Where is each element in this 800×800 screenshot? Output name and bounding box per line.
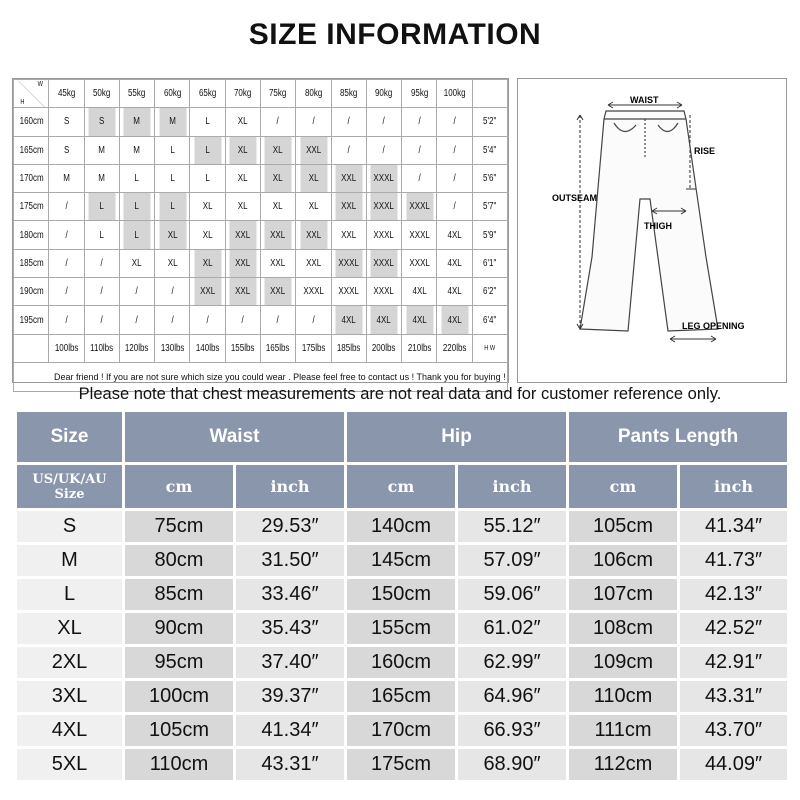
hip-cm-value: 165cm	[347, 681, 455, 712]
waist-inch-value: 35.43″	[236, 613, 344, 644]
size-row	[17, 579, 787, 610]
size-cell: /	[158, 278, 186, 306]
pounds-label: 130lbs	[158, 334, 186, 362]
size-cell: L	[193, 136, 221, 164]
length-inch-header: inch	[680, 465, 787, 508]
size-cell: XL	[229, 136, 257, 164]
size-cell: M	[88, 136, 116, 164]
size-cell: XXL	[229, 221, 257, 249]
hip-inch-value: 61.02″	[458, 613, 566, 644]
pounds-row-blank	[17, 334, 45, 362]
size-cell: 4XL	[405, 306, 433, 334]
size-cell: 4XL	[440, 221, 468, 249]
size-cell: XXL	[229, 278, 257, 306]
height-row	[14, 306, 508, 334]
size-cell: XL	[229, 164, 257, 192]
size-cell: XL	[299, 193, 327, 221]
size-row	[17, 647, 787, 678]
size-cell: XXXL	[405, 221, 433, 249]
size-cell: /	[88, 306, 116, 334]
height-label: 175cm	[17, 193, 45, 221]
weight-header: 45kg	[52, 80, 80, 108]
length-cm-value: 105cm	[569, 511, 677, 542]
waist-inch-value: 43.31″	[236, 749, 344, 780]
size-cell: M	[123, 136, 151, 164]
length-inch-value: 42.13″	[680, 579, 787, 610]
pants-length-header: Pants Length	[569, 412, 787, 462]
size-cell: /	[440, 164, 468, 192]
length-inch-value: 41.73″	[680, 545, 787, 576]
size-cell: 4XL	[440, 306, 468, 334]
length-cm-header: cm	[569, 465, 677, 508]
size-row	[17, 749, 787, 780]
size-value: L	[17, 579, 122, 610]
waist-cm-header: cm	[125, 465, 233, 508]
size-cell: /	[440, 193, 468, 221]
size-cell: XXL	[335, 193, 363, 221]
size-cell: XXXL	[370, 164, 398, 192]
pounds-label: 185lbs	[335, 334, 363, 362]
size-value: 4XL	[17, 715, 122, 746]
size-cell: /	[193, 306, 221, 334]
hip-header: Hip	[347, 412, 566, 462]
size-cell: XXL	[335, 221, 363, 249]
size-cell: XXL	[299, 221, 327, 249]
size-cell: XXXL	[335, 278, 363, 306]
size-cell: /	[440, 136, 468, 164]
size-cell: XL	[158, 221, 186, 249]
waist-inch-value: 39.37″	[236, 681, 344, 712]
size-cell: XL	[264, 193, 292, 221]
height-feet-label: 5'6"	[476, 164, 504, 192]
hip-cm-value: 160cm	[347, 647, 455, 678]
hip-inch-value: 57.09″	[458, 545, 566, 576]
disclaimer-text: Please note that chest measurements are not real data and for customer reference only.	[78, 385, 722, 403]
size-cell: L	[88, 221, 116, 249]
hip-inch-value: 64.96″	[458, 681, 566, 712]
hip-cm-value: 140cm	[347, 511, 455, 542]
length-inch-value: 44.09″	[680, 749, 787, 780]
waist-cm-value: 90cm	[125, 613, 233, 644]
grid-corner	[17, 80, 45, 108]
length-inch-value: 42.52″	[680, 613, 787, 644]
height-row	[14, 108, 508, 136]
length-cm-value: 107cm	[569, 579, 677, 610]
size-cell: XXL	[264, 221, 292, 249]
hip-cm-header: cm	[347, 465, 455, 508]
length-cm-value: 108cm	[569, 613, 677, 644]
hip-cm-value: 155cm	[347, 613, 455, 644]
height-weight-table	[13, 79, 508, 392]
rise-label: RISE	[694, 146, 716, 156]
height-feet-label: 6'1"	[476, 249, 504, 277]
size-cell: XXXL	[370, 221, 398, 249]
size-cell: /	[264, 108, 292, 136]
size-cell: /	[229, 306, 257, 334]
height-row	[14, 278, 508, 306]
height-feet-label: 5'4"	[476, 136, 504, 164]
size-cell: XXL	[299, 249, 327, 277]
size-cell: /	[405, 108, 433, 136]
size-cell: /	[335, 136, 363, 164]
size-cell: XL	[229, 108, 257, 136]
hip-cm-value: 175cm	[347, 749, 455, 780]
hip-cm-value: 170cm	[347, 715, 455, 746]
size-cell: XXL	[193, 278, 221, 306]
weight-header: 80kg	[299, 80, 327, 108]
waist-header: Waist	[125, 412, 344, 462]
size-row	[17, 613, 787, 644]
size-cell: XL	[299, 164, 327, 192]
size-cell: L	[158, 164, 186, 192]
size-row	[17, 545, 787, 576]
size-cell: /	[52, 249, 80, 277]
size-value: 2XL	[17, 647, 122, 678]
size-header: Size	[17, 412, 122, 462]
waist-cm-value: 75cm	[125, 511, 233, 542]
waist-cm-value: 100cm	[125, 681, 233, 712]
size-cell: /	[370, 136, 398, 164]
waist-cm-value: 110cm	[125, 749, 233, 780]
height-row	[14, 221, 508, 249]
size-cell: /	[370, 108, 398, 136]
size-cell: XXXL	[370, 278, 398, 306]
size-cell: L	[123, 193, 151, 221]
size-cell: L	[193, 164, 221, 192]
size-cell: /	[88, 249, 116, 277]
size-cell: L	[193, 108, 221, 136]
height-feet-label: 6'4"	[476, 306, 504, 334]
height-feet-label: 5'9"	[476, 221, 504, 249]
height-row	[14, 136, 508, 164]
height-feet-label: 6'2"	[476, 278, 504, 306]
weight-header: 55kg	[123, 80, 151, 108]
weight-header: 60kg	[158, 80, 186, 108]
outseam-label: OUTSEAM	[552, 193, 597, 203]
size-cell: S	[88, 108, 116, 136]
length-inch-value: 41.34″	[680, 511, 787, 542]
hip-inch-header: inch	[458, 465, 566, 508]
size-cell: 4XL	[440, 278, 468, 306]
height-label: 190cm	[17, 278, 45, 306]
corner-weight-label: W	[37, 81, 43, 88]
length-inch-value: 42.91″	[680, 647, 787, 678]
size-cell: /	[405, 164, 433, 192]
weight-header: 100kg	[440, 80, 468, 108]
pounds-label: 120lbs	[123, 334, 151, 362]
size-cell: M	[158, 108, 186, 136]
grid-note: Dear friend ! If you are not sure which size you could wear . Please feel free to contact us ! Thank you for buying !	[14, 362, 508, 391]
size-row	[17, 681, 787, 712]
height-row	[14, 249, 508, 277]
size-cell: XL	[193, 193, 221, 221]
pants-illustration	[518, 79, 786, 382]
weight-header: 50kg	[88, 80, 116, 108]
size-recommendation-grid	[12, 78, 509, 383]
size-row	[17, 511, 787, 542]
waist-inch-value: 29.53″	[236, 511, 344, 542]
waist-cm-value: 80cm	[125, 545, 233, 576]
size-cell: M	[52, 164, 80, 192]
subheader-row	[17, 465, 787, 508]
waist-inch-value: 41.34″	[236, 715, 344, 746]
waist-inch-value: 33.46″	[236, 579, 344, 610]
pounds-label: 100lbs	[52, 334, 80, 362]
size-cell: XXL	[229, 249, 257, 277]
weight-header: 70kg	[229, 80, 257, 108]
size-cell: 4XL	[370, 306, 398, 334]
length-inch-value: 43.70″	[680, 715, 787, 746]
weight-header: 85kg	[335, 80, 363, 108]
height-feet-label: 5'2"	[476, 108, 504, 136]
size-cell: L	[123, 221, 151, 249]
hip-cm-value: 150cm	[347, 579, 455, 610]
size-cell: M	[123, 108, 151, 136]
size-cell: /	[440, 108, 468, 136]
hip-cm-value: 145cm	[347, 545, 455, 576]
size-cell: L	[88, 193, 116, 221]
size-cell: XL	[193, 221, 221, 249]
pounds-label: 110lbs	[88, 334, 116, 362]
pounds-row	[14, 334, 508, 362]
length-cm-value: 110cm	[569, 681, 677, 712]
pants-measurement-diagram	[517, 78, 787, 383]
size-cell: /	[52, 306, 80, 334]
waist-inch-header: inch	[236, 465, 344, 508]
height-label: 185cm	[17, 249, 45, 277]
weight-header: 95kg	[405, 80, 433, 108]
size-cell: M	[88, 164, 116, 192]
size-cell: /	[335, 108, 363, 136]
size-cell: /	[123, 306, 151, 334]
size-cell: /	[158, 306, 186, 334]
size-cell: 4XL	[440, 249, 468, 277]
hip-inch-value: 68.90″	[458, 749, 566, 780]
size-cell: XXXL	[370, 249, 398, 277]
size-cell: XL	[193, 249, 221, 277]
size-cell: S	[52, 136, 80, 164]
size-cell: /	[52, 221, 80, 249]
height-label: 165cm	[17, 136, 45, 164]
size-cell: /	[299, 108, 327, 136]
size-cell: S	[52, 108, 80, 136]
size-cell: L	[123, 164, 151, 192]
size-value: S	[17, 511, 122, 542]
size-chart-table	[14, 409, 790, 783]
size-cell: /	[264, 306, 292, 334]
size-cell: /	[123, 278, 151, 306]
corner-height-label: H	[19, 99, 24, 107]
pounds-label: 155lbs	[229, 334, 257, 362]
size-cell: /	[52, 278, 80, 306]
pounds-label: 200lbs	[370, 334, 398, 362]
size-cell: XL	[123, 249, 151, 277]
pounds-label: 165lbs	[264, 334, 292, 362]
size-cell: 4XL	[335, 306, 363, 334]
size-cell: XXXL	[405, 249, 433, 277]
length-cm-value: 109cm	[569, 647, 677, 678]
size-cell: L	[158, 136, 186, 164]
hip-inch-value: 66.93″	[458, 715, 566, 746]
waist-cm-value: 85cm	[125, 579, 233, 610]
waist-cm-value: 95cm	[125, 647, 233, 678]
hip-inch-value: 62.99″	[458, 647, 566, 678]
size-cell: XXL	[335, 164, 363, 192]
size-cell: /	[299, 306, 327, 334]
height-label: 180cm	[17, 221, 45, 249]
pounds-label: 210lbs	[405, 334, 433, 362]
pounds-label: 140lbs	[193, 334, 221, 362]
pounds-label: 175lbs	[299, 334, 327, 362]
size-cell: 4XL	[405, 278, 433, 306]
size-value: M	[17, 545, 122, 576]
height-row	[14, 164, 508, 192]
waist-inch-value: 31.50″	[236, 545, 344, 576]
size-cell: XXL	[264, 249, 292, 277]
waist-cm-value: 105cm	[125, 715, 233, 746]
height-feet-label: 5'7"	[476, 193, 504, 221]
size-cell: XXXL	[299, 278, 327, 306]
size-cell: XXL	[299, 136, 327, 164]
size-value: XL	[17, 613, 122, 644]
length-cm-value: 112cm	[569, 749, 677, 780]
size-value: 5XL	[17, 749, 122, 780]
size-cell: XXL	[264, 278, 292, 306]
weight-header: 90kg	[370, 80, 398, 108]
waist-inch-value: 37.40″	[236, 647, 344, 678]
size-cell: /	[88, 278, 116, 306]
size-row	[17, 715, 787, 746]
waist-label: WAIST	[630, 95, 659, 105]
header-row	[17, 412, 787, 462]
hip-inch-value: 59.06″	[458, 579, 566, 610]
size-cell: XXXL	[335, 249, 363, 277]
length-inch-value: 43.31″	[680, 681, 787, 712]
hip-inch-value: 55.12″	[458, 511, 566, 542]
height-label: 170cm	[17, 164, 45, 192]
size-cell: XXXL	[405, 193, 433, 221]
size-value: 3XL	[17, 681, 122, 712]
page-title: SIZE INFORMATION	[248, 18, 542, 51]
size-cell: XL	[229, 193, 257, 221]
size-cell: /	[405, 136, 433, 164]
pounds-label: 220lbs	[440, 334, 468, 362]
region-size-header: US/UK/AU Size	[17, 465, 122, 508]
weight-header: 75kg	[264, 80, 292, 108]
weight-header: 65kg	[193, 80, 221, 108]
size-cell: L	[158, 193, 186, 221]
grid-corner-right	[476, 80, 504, 108]
length-cm-value: 111cm	[569, 715, 677, 746]
height-row	[14, 193, 508, 221]
length-cm-value: 106cm	[569, 545, 677, 576]
size-cell: XL	[158, 249, 186, 277]
size-cell: XXXL	[370, 193, 398, 221]
thigh-label: THIGH	[644, 221, 672, 231]
height-label: 160cm	[17, 108, 45, 136]
size-cell: XL	[264, 164, 292, 192]
pounds-corner-label: H W	[476, 334, 504, 362]
size-cell: /	[52, 193, 80, 221]
height-label: 195cm	[17, 306, 45, 334]
size-cell: XL	[264, 136, 292, 164]
leg-opening-label: LEG OPENING	[682, 321, 745, 331]
weight-header-row	[14, 80, 508, 108]
